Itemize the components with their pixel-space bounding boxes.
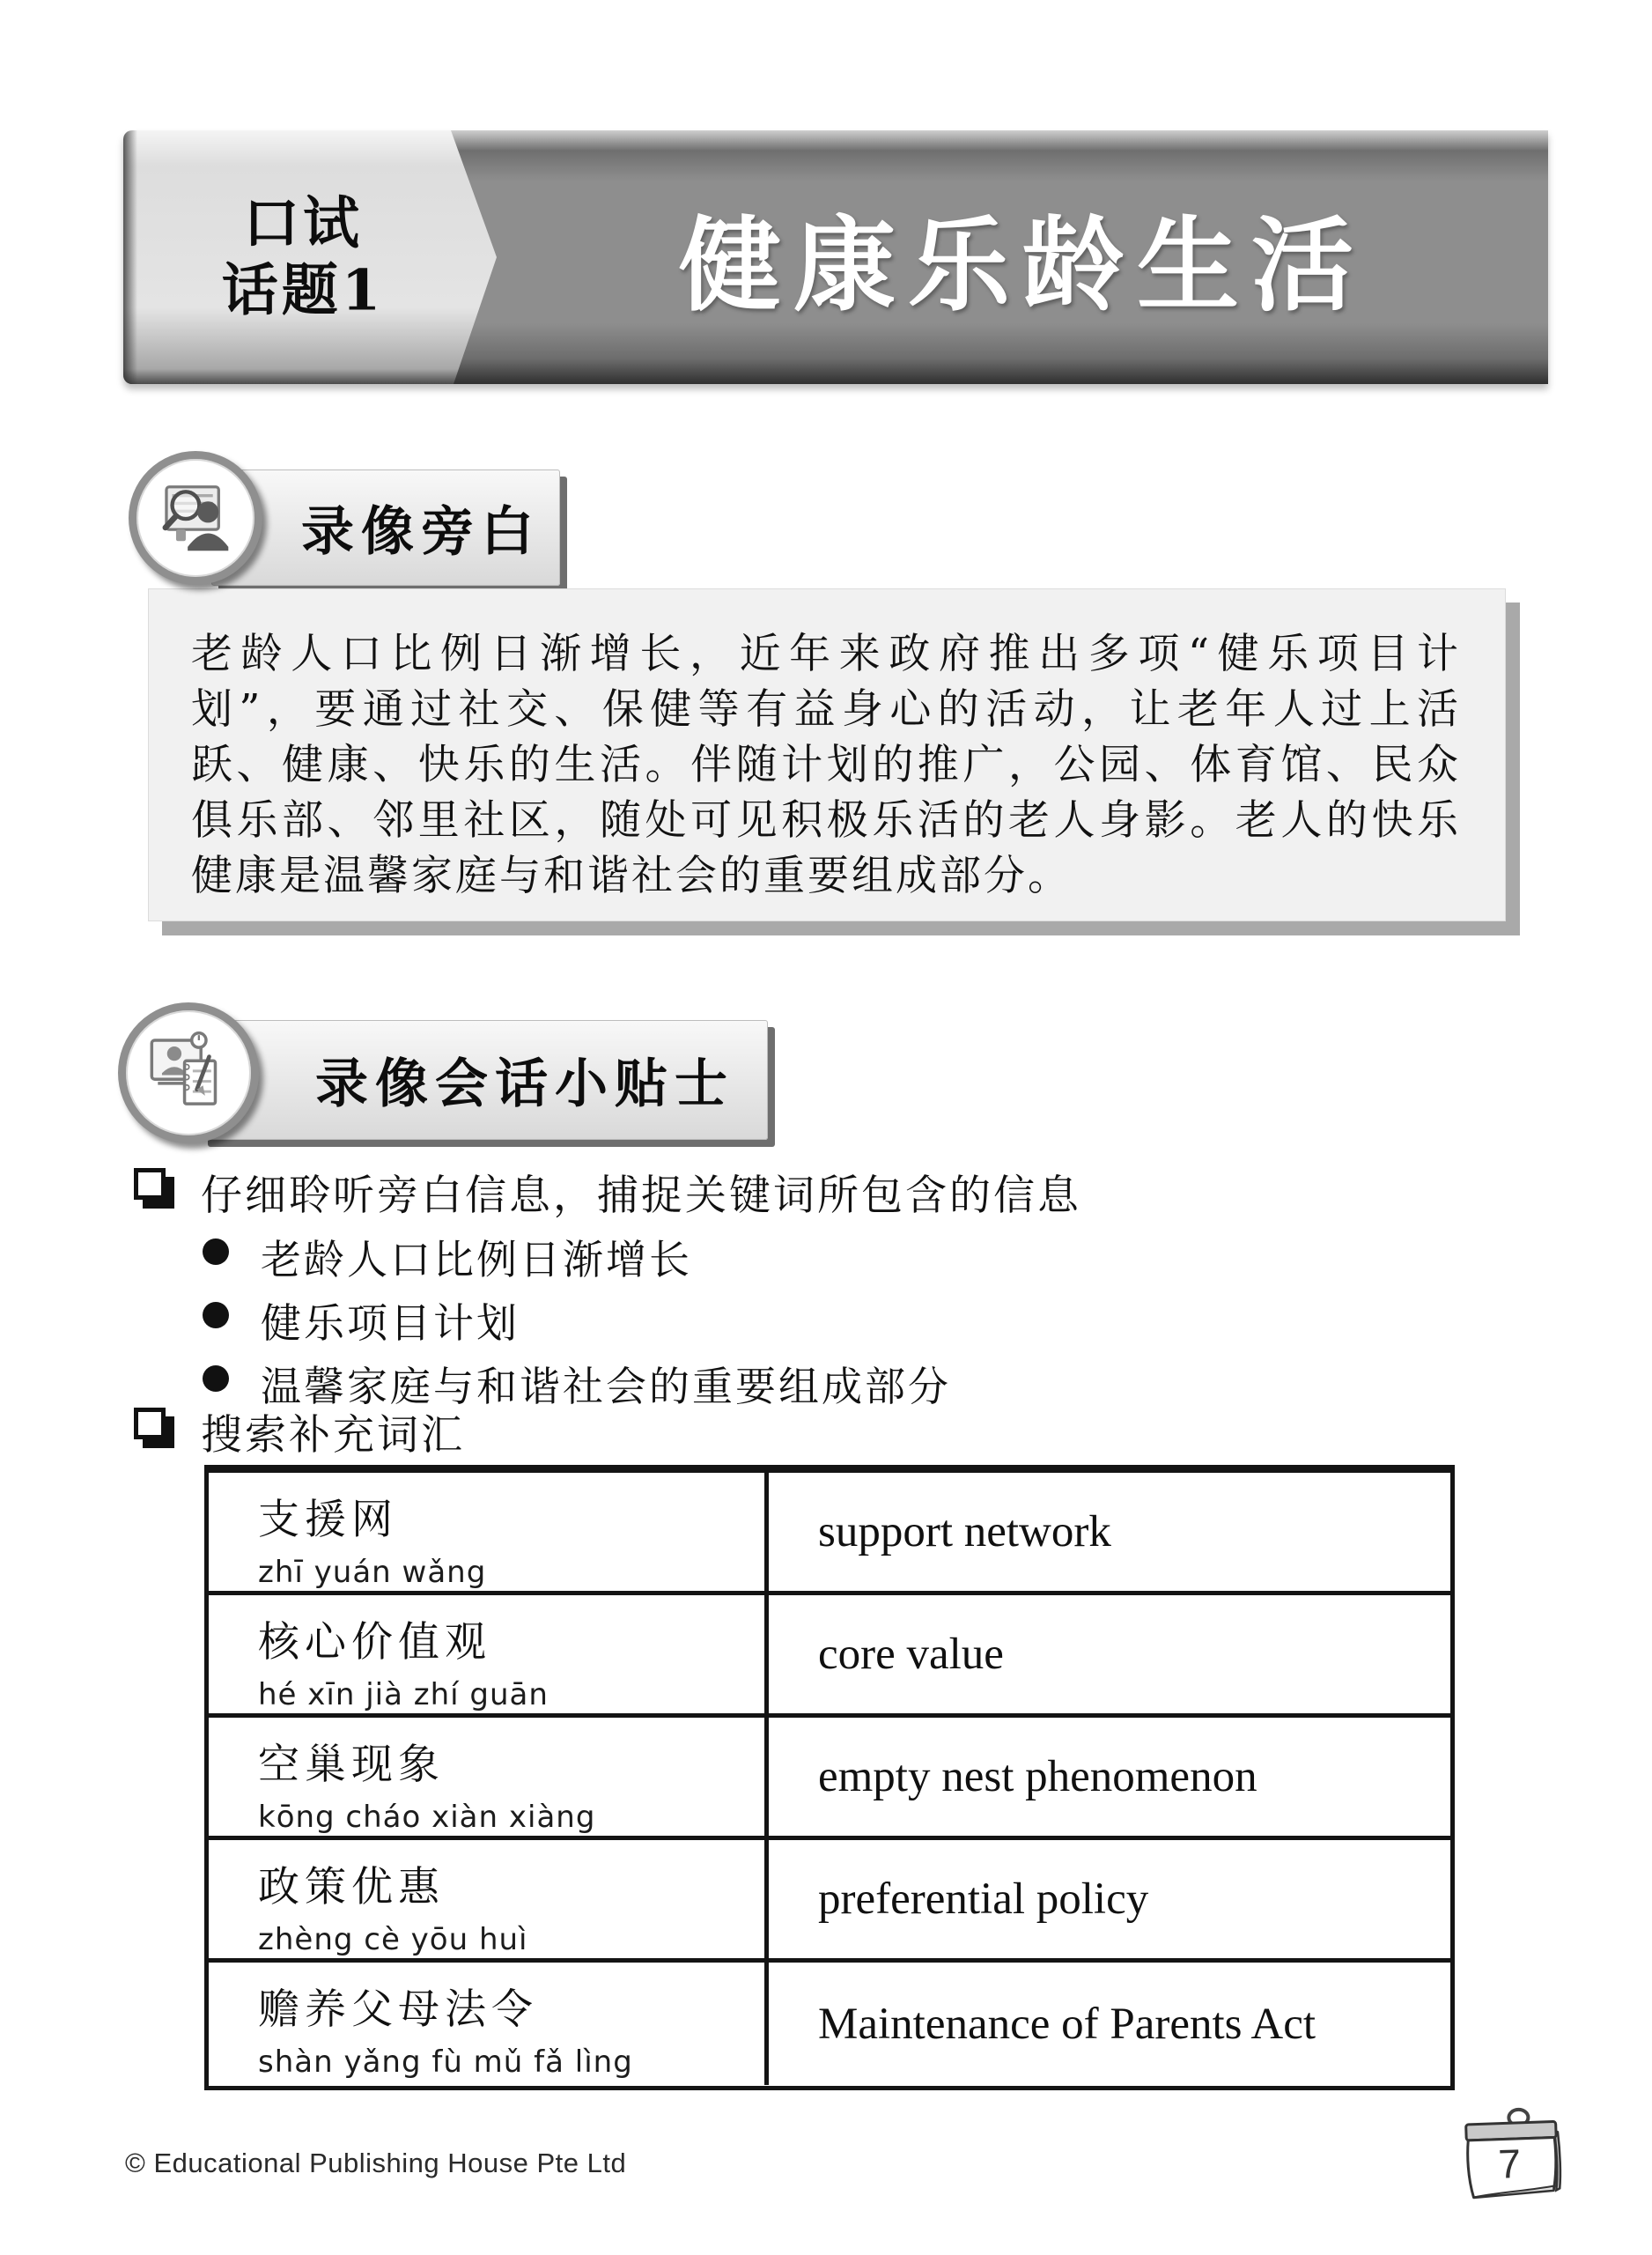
vocab-chinese-cell (209, 1963, 769, 2085)
narration-heading-label: 录像旁白 (301, 501, 541, 563)
banner-left-fold (123, 130, 137, 384)
paragraph-line: 划”，要通过社交、保健等有益身心的活动，让老年人过上活 (191, 685, 1461, 734)
topic-line2: 话题1 (221, 257, 385, 323)
vocab-english-cell: empty nest phenomenon (818, 1752, 1257, 1801)
bullet-icon (203, 1238, 229, 1265)
vocab-pinyin: kōng cháo xiàn xiàng (258, 1800, 596, 1835)
table-row (209, 1963, 1450, 2085)
page-number: 7 (1497, 2140, 1522, 2187)
vocab-term: 核心价值观 (258, 1618, 491, 1667)
topic-line1: 口试 (243, 190, 363, 257)
table-row (209, 1840, 1450, 1963)
vocab-pinyin: hé xīn jià zhí guān (258, 1677, 549, 1712)
paragraph-line: 老龄人口比例日渐增长，近年来政府推出多项“健乐项目计 (191, 630, 1461, 678)
vocab-term: 支援网 (258, 1496, 398, 1544)
vocab-chinese-cell (209, 1473, 769, 1591)
copyright-text: © Educational Publishing House Pte Ltd (125, 2148, 627, 2178)
vocab-term: 空巢现象 (258, 1741, 445, 1789)
vocab-chinese-cell (209, 1718, 769, 1836)
tips-heading-label: 录像会话小贴士 (315, 1054, 734, 1115)
paragraph-line: 俱乐部、邻里社区，随处可见积极乐活的老人身影。老人的快乐 (191, 796, 1461, 845)
magnifier-screen-person-icon (147, 469, 244, 566)
table-row (209, 1595, 1450, 1718)
vocab-table (204, 1465, 1455, 2090)
page-title: 健康乐龄生活 (679, 205, 1366, 326)
checkbox-icon (134, 1408, 166, 1439)
vocab-english-cell: preferential policy (818, 1874, 1149, 1924)
narration-section-heading (211, 469, 560, 586)
bullet-icon (203, 1365, 229, 1392)
checkbox-icon (134, 1168, 166, 1200)
topic-banner (123, 130, 1548, 384)
vocab-chinese-cell (209, 1595, 769, 1713)
tip1-bullet-1: 老龄人口比例日渐增长 (261, 1236, 692, 1283)
tip1-bullet-3: 温馨家庭与和谐社会的重要组成部分 (261, 1363, 951, 1410)
table-row (209, 1718, 1450, 1840)
vocab-english-cell: support network (818, 1507, 1111, 1556)
vocab-english-cell: Maintenance of Parents Act (818, 1999, 1316, 2049)
tip-item-1: 仔细聆听旁白信息，捕捉关键词所包含的信息 (201, 1172, 1081, 1220)
vocab-term: 赡养父母法令 (258, 1985, 538, 2034)
calendar-icon (1451, 2105, 1583, 2211)
monitor-person-notepad-icon (137, 1022, 240, 1124)
tips-section-heading (201, 1020, 768, 1140)
narration-section-badge (129, 451, 262, 585)
paragraph-line: 健康是温馨家庭与和谐社会的重要组成部分。 (191, 852, 1072, 900)
vocab-pinyin: zhèng cè yōu huì (258, 1922, 528, 1957)
table-row (209, 1473, 1450, 1595)
vocab-term: 政策优惠 (258, 1863, 445, 1911)
tip1-bullet-2: 健乐项目计划 (261, 1299, 520, 1347)
topic-number-label (139, 190, 467, 323)
narration-paragraph-panel (148, 588, 1506, 921)
vocab-chinese-cell (209, 1840, 769, 1958)
paragraph-line: 跃、健康、快乐的生活。伴随计划的推广，公园、体育馆、民众 (191, 741, 1461, 789)
vocab-pinyin: zhī yuán wǎng (258, 1555, 487, 1590)
vocab-pinyin: shàn yǎng fù mǔ fǎ lìng (258, 2044, 633, 2080)
bullet-icon (203, 1302, 229, 1328)
page-number-calendar-icon (1451, 2105, 1583, 2211)
tip-item-2: 搜索补充词汇 (201, 1411, 465, 1460)
tips-section-badge (118, 1002, 259, 1143)
vocab-english-cell: core value (818, 1630, 1004, 1679)
